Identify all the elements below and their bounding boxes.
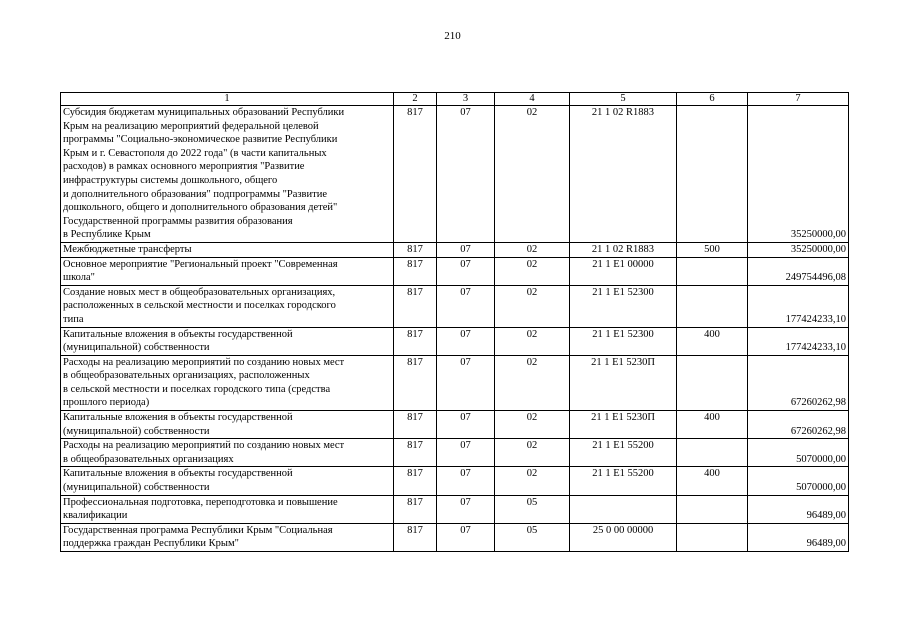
header-col-4: 4 <box>495 93 570 106</box>
admin-code-cell: 817 <box>394 285 437 327</box>
target-article-cell <box>570 495 677 523</box>
subsection-cell: 02 <box>495 106 570 243</box>
subsection-cell: 05 <box>495 495 570 523</box>
section-cell: 07 <box>437 467 495 495</box>
description-line: Основное мероприятие "Региональный проект "Современная <box>63 258 338 270</box>
admin-code-cell: 817 <box>394 523 437 551</box>
description-line: инфраструктуры системы дошкольного, общего <box>63 174 278 186</box>
description-cell <box>61 327 394 355</box>
amount-cell: 177424233,10 <box>748 327 849 355</box>
header-col-3: 3 <box>437 93 495 106</box>
table-row <box>61 523 849 551</box>
description-cell <box>61 355 394 410</box>
admin-code-cell: 817 <box>394 355 437 410</box>
section-cell: 07 <box>437 439 495 467</box>
description-cell <box>61 411 394 439</box>
header-col-1: 1 <box>61 93 394 106</box>
target-article-cell: 21 1 E1 5230П <box>570 411 677 439</box>
section-cell: 07 <box>437 285 495 327</box>
amount-cell: 177424233,10 <box>748 285 849 327</box>
description-cell <box>61 106 394 243</box>
description-line: Государственная программа Республики Крым "Социальная <box>63 524 333 536</box>
description-line: Капитальные вложения в объекты государственной <box>63 328 293 340</box>
description-cell <box>61 439 394 467</box>
admin-code-cell: 817 <box>394 439 437 467</box>
description-cell <box>61 495 394 523</box>
header-col-2: 2 <box>394 93 437 106</box>
amount-cell: 67260262,98 <box>748 355 849 410</box>
header-col-5: 5 <box>570 93 677 106</box>
target-article-cell: 21 1 02 R1883 <box>570 242 677 257</box>
description-cell <box>61 285 394 327</box>
admin-code-cell: 817 <box>394 467 437 495</box>
description-line: Государственной программы развития образования <box>63 215 293 227</box>
admin-code-cell: 817 <box>394 327 437 355</box>
description-line: (муниципальной) собственности <box>63 342 210 354</box>
section-cell: 07 <box>437 495 495 523</box>
description-line: в Республике Крым <box>63 229 151 241</box>
admin-code-cell: 817 <box>394 106 437 243</box>
table-row <box>61 355 849 410</box>
amount-cell: 5070000,00 <box>748 439 849 467</box>
amount-cell: 5070000,00 <box>748 467 849 495</box>
table-row <box>61 495 849 523</box>
target-article-cell: 21 1 E1 5230П <box>570 355 677 410</box>
expense-type-cell <box>677 285 748 327</box>
description-line: Крым на реализацию мероприятий федеральной целевой <box>63 120 319 132</box>
subsection-cell: 02 <box>495 355 570 410</box>
header-col-7: 7 <box>748 93 849 106</box>
description-line: Межбюджетные трансферты <box>63 243 192 255</box>
section-cell: 07 <box>437 242 495 257</box>
target-article-cell: 25 0 00 00000 <box>570 523 677 551</box>
subsection-cell: 02 <box>495 467 570 495</box>
description-line: программы "Социально-экономическое развитие Республики <box>63 134 338 146</box>
section-cell: 07 <box>437 411 495 439</box>
header-col-6: 6 <box>677 93 748 106</box>
subsection-cell: 02 <box>495 411 570 439</box>
expense-type-cell <box>677 257 748 285</box>
expense-type-cell <box>677 439 748 467</box>
table-row <box>61 439 849 467</box>
description-line: типа <box>63 313 84 325</box>
admin-code-cell: 817 <box>394 257 437 285</box>
description-line: в общеобразовательных организациях, расположенных <box>63 370 310 382</box>
expense-type-cell <box>677 355 748 410</box>
target-article-cell: 21 1 E1 55200 <box>570 467 677 495</box>
description-line: школа" <box>63 272 95 284</box>
amount-cell: 96489,00 <box>748 523 849 551</box>
section-cell: 07 <box>437 106 495 243</box>
description-line: (муниципальной) собственности <box>63 482 210 494</box>
description-line: и дополнительного образования" подпрограммы "Развитие <box>63 188 328 200</box>
description-line: квалификации <box>63 510 128 522</box>
expense-type-cell: 400 <box>677 327 748 355</box>
section-cell: 07 <box>437 257 495 285</box>
subsection-cell: 05 <box>495 523 570 551</box>
expense-type-cell <box>677 523 748 551</box>
subsection-cell: 02 <box>495 285 570 327</box>
description-line: поддержка граждан Республики Крым" <box>63 538 239 550</box>
page-number: 210 <box>444 30 461 42</box>
description-line: расходов) в рамках основного мероприятия "Развитие <box>63 161 305 173</box>
target-article-cell: 21 1 E1 52300 <box>570 327 677 355</box>
description-line: Профессиональная подготовка, переподготовка и повышение <box>63 496 338 508</box>
section-cell: 07 <box>437 355 495 410</box>
description-line: расположенных в сельской местности и поселках городского <box>63 300 336 312</box>
amount-cell: 35250000,00 <box>748 242 849 257</box>
budget-table <box>60 92 849 552</box>
amount-cell: 249754496,08 <box>748 257 849 285</box>
section-cell: 07 <box>437 327 495 355</box>
description-line: в сельской местности и поселках городского типа (средства <box>63 383 331 395</box>
admin-code-cell: 817 <box>394 495 437 523</box>
expense-type-cell: 400 <box>677 467 748 495</box>
table-row <box>61 411 849 439</box>
description-line: Расходы на реализацию мероприятий по созданию новых мест <box>63 440 345 452</box>
target-article-cell: 21 1 E1 00000 <box>570 257 677 285</box>
description-line: Капитальные вложения в объекты государственной <box>63 468 293 480</box>
description-cell <box>61 523 394 551</box>
admin-code-cell: 817 <box>394 411 437 439</box>
expense-type-cell <box>677 495 748 523</box>
description-cell <box>61 257 394 285</box>
table-row <box>61 285 849 327</box>
expense-type-cell <box>677 106 748 243</box>
description-cell <box>61 467 394 495</box>
amount-cell: 96489,00 <box>748 495 849 523</box>
description-line: Субсидия бюджетам муниципальных образований Республики <box>63 107 345 118</box>
description-line: Крым и г. Севастополя до 2022 года" (в части капитальных <box>63 147 327 159</box>
amount-cell: 67260262,98 <box>748 411 849 439</box>
table-header-row <box>61 93 849 106</box>
table-row <box>61 242 849 257</box>
table-row <box>61 467 849 495</box>
description-cell <box>61 242 394 257</box>
target-article-cell: 21 1 E1 52300 <box>570 285 677 327</box>
expense-type-cell: 500 <box>677 242 748 257</box>
description-line: Расходы на реализацию мероприятий по созданию новых мест <box>63 356 345 368</box>
section-cell: 07 <box>437 523 495 551</box>
description-line: Капитальные вложения в объекты государственной <box>63 412 293 424</box>
description-line: в общеобразовательных организациях <box>63 453 234 465</box>
description-line: Создание новых мест в общеобразовательных организациях, <box>63 286 336 298</box>
table-row <box>61 257 849 285</box>
description-line: (муниципальной) собственности <box>63 425 210 437</box>
target-article-cell: 21 1 02 R1883 <box>570 106 677 243</box>
target-article-cell: 21 1 E1 55200 <box>570 439 677 467</box>
admin-code-cell: 817 <box>394 242 437 257</box>
description-line: дошкольного, общего и дополнительного образования детей" <box>63 202 338 214</box>
subsection-cell: 02 <box>495 327 570 355</box>
subsection-cell: 02 <box>495 242 570 257</box>
subsection-cell: 02 <box>495 257 570 285</box>
amount-cell: 35250000,00 <box>748 106 849 243</box>
expense-type-cell: 400 <box>677 411 748 439</box>
table-row <box>61 327 849 355</box>
subsection-cell: 02 <box>495 439 570 467</box>
table-row <box>61 106 849 243</box>
description-line: прошлого периода) <box>63 397 150 409</box>
table-body <box>61 106 849 552</box>
